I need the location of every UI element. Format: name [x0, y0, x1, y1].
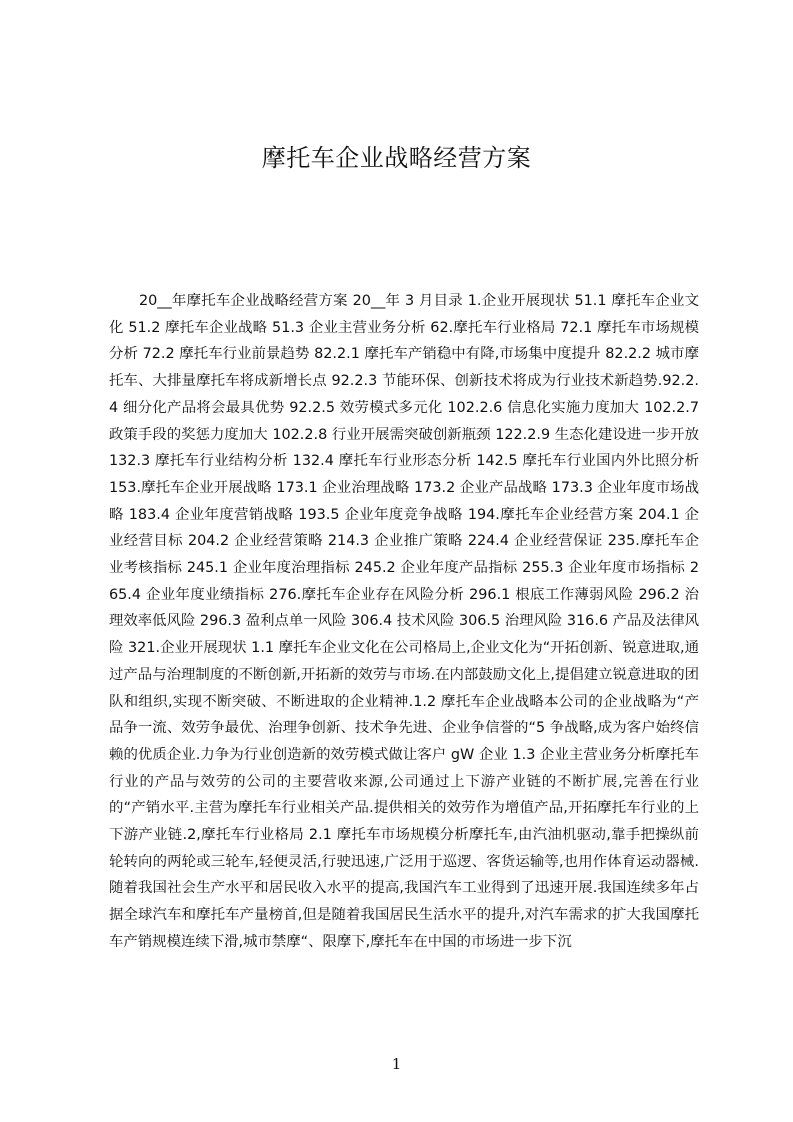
page-number: 1 [391, 1055, 402, 1073]
document-body-text: 20__年摩托车企业战略经营方案 20__年 3 月目录 1.企业开展现状 51.1 摩托车企业文化 51.2 摩托车企业战略 51.3 企业主营业务分析 62.摩托车行业格局 72.1 摩托车市场规模分析 72.2 摩托车行业前景趋势 82.2.1 摩托车产销稳中有降,市场集中度提升 82.2.2 城市摩托车、大排量摩托车将成新增长点 92.2.3 节能环保、创新技术将成为行业技术新趋势.92.2.4 细分化产品将会最具优势 92.2.5 效劳模式多元化 102.2.6 信息化实施力度加大 102.2.7 政策手段的奖惩力度加大 102.2.8 行业开展需突破创新瓶颈 122.2.9 生态化建设进一步开放 132.3 摩托车行业结构分析 132.4 摩托车行业形态分析 142.5 摩托车行业国内外比照分析 153.摩托车企业开展战略 173.1 企业治理战略 173.2 企业产品战略 173.3 企业年度市场战略 183.4 企业年度营销战略 193.5 企业年度竞争战略 194.摩托车企业经营方案 204.1 企业经营目标 204.2 企业经营策略 214.3 企业推广策略 224.4 企业经营保证 235.摩托车企业考核指标 245.1 企业年度治理指标 245.2 企业年度产品指标 255.3 企业年度市场指标 265.4 企业年度业绩指标 276.摩托车企业存在风险分析 296.1 根底工作薄弱风险 296.2 治理效率低风险 296.3 盈利点单一风险 306.4 技术风险 306.5 治理风险 316.6 产品及法律风险 321.企业开展现状 1.1 摩托车企业文化在公司格局上,企业文化为“开拓创新、锐意进取,通过产品与治理制度的不断创新,开拓新的效劳与市场.在内部鼓励文化上,提倡建立锐意进取的团队和组织,实现不断突破、不断进取的企业精神.1.2 摩托车企业战略本公司的企业战略为“产品争一流、效劳争最优、治理争创新、技术争先进、企业争信誉的“5 争战略,成为客户始终信赖的优质企业.力争为行业创造新的效劳模式做让客户 gW 企业 1.3 企业主营业务分析摩托车行业的产品与效劳的公司的主要营收来源,公司通过上下游产业链的不断扩展,完善在行业的“产销水平.主营为摩托车行业相关产品.提供相关的效劳作为增值产品,开拓摩托车行业的上下游产业链.2,摩托车行业格局 2.1 摩托车市场规模分析摩托车,由汽油机驱动,靠手把操纵前轮转向的两轮或三轮车,轻便灵活,行驶迅速,广泛用于巡逻、客货运输等,也用作体育运动器械.随着我国社会生产水平和居民收入水平的提高,我国汽车工业得到了迅速开展.我国连续多年占据全球汽车和摩托车产量榜首,但是随着我国居民生活水平的提升,对汽车需求的扩大我国摩托车产销规模连续下滑,城市禁摩“、限摩下,摩托车在中国的市场进一步下沉 [109, 293, 699, 950]
document-title: 摩托车企业战略经营方案 [261, 144, 532, 172]
